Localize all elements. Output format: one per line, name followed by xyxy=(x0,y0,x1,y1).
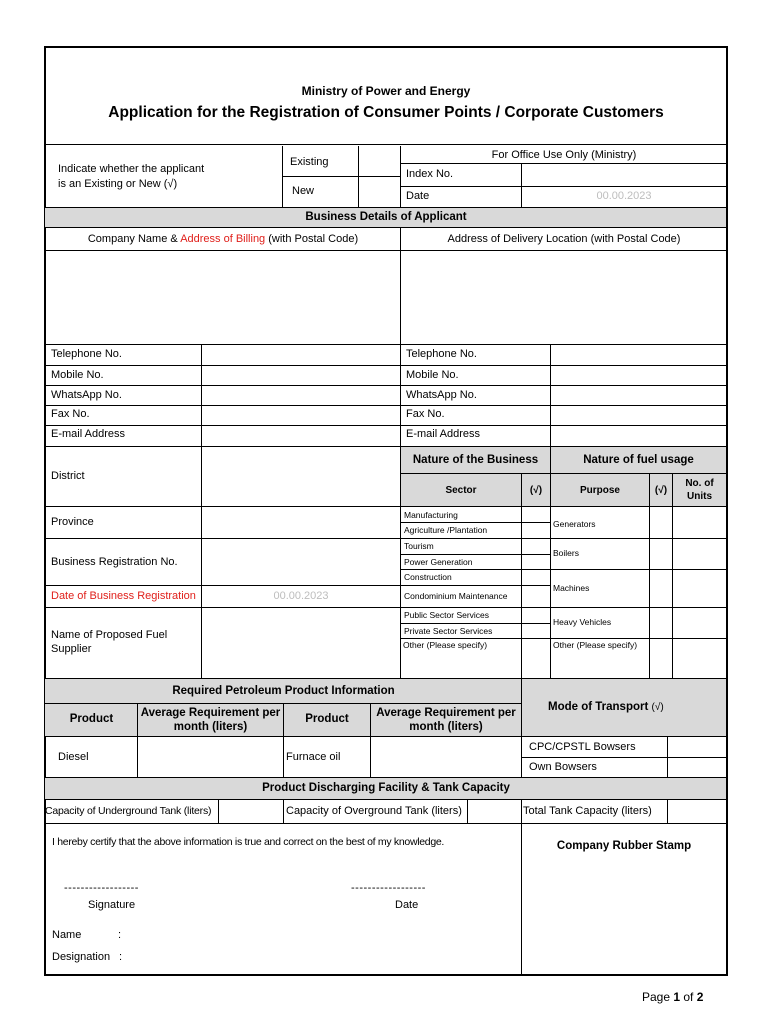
units-header-2: Units xyxy=(687,491,712,502)
diesel-label: Diesel xyxy=(58,751,89,763)
sector-check-header: (√) xyxy=(529,485,543,496)
delivery-whatsapp-field[interactable] xyxy=(551,386,726,405)
sector-tourism: Tourism xyxy=(404,541,434,551)
purpose-check-other[interactable] xyxy=(650,639,672,677)
new-label: New xyxy=(292,185,315,197)
units-other[interactable] xyxy=(673,639,726,677)
sector-check-condominium[interactable] xyxy=(522,586,550,607)
business-details-title: Business Details of Applicant xyxy=(305,211,467,223)
avg-requirement-header-2b: month (liters) xyxy=(409,721,483,733)
avg-requirement-header-1b: month (liters) xyxy=(173,721,248,733)
brn-field[interactable] xyxy=(202,539,400,585)
units-machines[interactable] xyxy=(673,570,726,607)
delivery-email-label: E-mail Address xyxy=(406,428,480,440)
purpose-check-heavy[interactable] xyxy=(650,608,672,638)
transport-title: Mode of Transport (√) xyxy=(548,701,664,713)
units-header: No. of xyxy=(685,478,714,489)
product-header-2: Product xyxy=(305,713,349,725)
sector-check-other[interactable] xyxy=(522,639,550,677)
total-tank-label: Total Tank Capacity (liters) xyxy=(523,805,652,817)
date-label: Date xyxy=(406,190,430,202)
overground-tank-label: Capacity of Overground Tank (liters) xyxy=(286,805,462,817)
existing-checkbox[interactable] xyxy=(359,147,400,176)
nature-fuel-title: Nature of fuel usage xyxy=(583,454,694,466)
fax-label: Fax No. xyxy=(51,408,90,420)
purpose-header: Purpose xyxy=(579,485,620,496)
designation-field[interactable] xyxy=(130,948,510,966)
sector-check-manufacturing[interactable] xyxy=(522,507,550,522)
units-boilers[interactable] xyxy=(673,539,726,569)
purpose-check-boilers[interactable] xyxy=(650,539,672,569)
overground-tank-field[interactable] xyxy=(468,800,521,823)
delivery-whatsapp-label: WhatsApp No. xyxy=(406,389,477,401)
mobile-label: Mobile No. xyxy=(51,369,104,381)
purpose-check-generators[interactable] xyxy=(650,507,672,538)
email-label: E-mail Address xyxy=(51,428,125,440)
page-number: Page 1 of 2 xyxy=(642,990,704,1004)
billing-address-field[interactable] xyxy=(46,251,400,344)
product-header-1: Product xyxy=(69,713,114,725)
signature-line: ------------------ xyxy=(64,882,139,894)
sector-public: Public Sector Services xyxy=(404,610,490,620)
signature-label: Signature xyxy=(88,899,136,911)
sector-check-agriculture[interactable] xyxy=(522,523,550,538)
applicant-type-question: Indicate whether the applicant xyxy=(58,163,205,175)
sector-manufacturing: Manufacturing xyxy=(404,510,458,520)
rubber-stamp-label: Company Rubber Stamp xyxy=(556,840,692,852)
sector-check-private[interactable] xyxy=(522,624,550,638)
purpose-check-machines[interactable] xyxy=(650,570,672,607)
transport-cpc: CPC/CPSTL Bowsers xyxy=(529,741,636,753)
cert-date-label: Date xyxy=(395,899,419,911)
page-title: Application for the Registration of Consumer Points / Corporate Customers xyxy=(108,104,664,121)
fuel-supplier-label: Name of Proposed Fuel xyxy=(51,629,168,641)
sector-check-tourism[interactable] xyxy=(522,539,550,554)
nature-business-title: Nature of the Business xyxy=(412,454,539,466)
sector-construction: Construction xyxy=(404,572,452,582)
registration-date-value[interactable]: 00.00.2023 xyxy=(273,590,329,602)
sector-power-generation: Power Generation xyxy=(404,557,473,567)
name-field[interactable] xyxy=(130,926,510,944)
petroleum-section-title: Required Petroleum Product Information xyxy=(172,685,395,697)
avg-requirement-header-2: Average Requirement per xyxy=(376,707,516,719)
delivery-email-field[interactable] xyxy=(551,426,726,446)
tank-section-title: Product Discharging Facility & Tank Capacity xyxy=(262,782,510,794)
telephone-label: Telephone No. xyxy=(51,348,122,360)
delivery-fax-label: Fax No. xyxy=(406,408,445,420)
existing-label: Existing xyxy=(290,156,329,168)
whatsapp-field[interactable] xyxy=(202,386,400,405)
index-field[interactable] xyxy=(522,164,726,186)
units-heavy[interactable] xyxy=(673,608,726,638)
delivery-telephone-label: Telephone No. xyxy=(406,348,477,360)
delivery-mobile-label: Mobile No. xyxy=(406,369,459,381)
underground-tank-label: Capacity of Underground Tank (liters) xyxy=(45,805,212,817)
district-label: District xyxy=(51,470,85,482)
purpose-machines: Machines xyxy=(553,583,590,593)
delivery-fax-field[interactable] xyxy=(551,406,726,425)
purpose-check-header: (√) xyxy=(654,485,668,496)
sector-header: Sector xyxy=(445,485,477,496)
furnace-oil-label: Furnace oil xyxy=(286,751,341,763)
company-name-header: Company Name & Address of Billing (with Postal Code) xyxy=(87,233,359,245)
sector-condominium: Condominium Maintenance xyxy=(404,591,508,601)
rubber-stamp-area[interactable] xyxy=(522,858,726,973)
total-tank-field[interactable] xyxy=(668,800,726,823)
fuel-supplier-field[interactable] xyxy=(202,608,400,677)
name-colon: : xyxy=(118,929,122,941)
diesel-requirement-field[interactable] xyxy=(138,737,283,777)
office-use-title: For Office Use Only (Ministry) xyxy=(491,149,637,161)
telephone-field[interactable] xyxy=(202,345,400,365)
date-line: ------------------ xyxy=(351,882,426,894)
designation-colon: : xyxy=(119,951,123,963)
ministry-name: Ministry of Power and Energy xyxy=(301,84,471,98)
fax-field[interactable] xyxy=(202,406,400,425)
name-label: Name xyxy=(52,929,82,941)
email-field[interactable] xyxy=(202,426,400,446)
province-field[interactable] xyxy=(202,507,400,538)
transport-own: Own Bowsers xyxy=(529,761,597,773)
purpose-boilers: Boilers xyxy=(553,548,579,558)
sector-check-construction[interactable] xyxy=(522,570,550,585)
brn-label: Business Registration No. xyxy=(51,556,178,568)
sector-other: Other (Please specify) xyxy=(403,640,488,650)
certification-statement: I hereby certify that the above information is true and correct on the best of my knowledge. xyxy=(52,836,445,848)
mobile-field[interactable] xyxy=(202,366,400,385)
applicant-type-question-2: is an Existing or New (√) xyxy=(58,178,178,190)
sector-check-public[interactable] xyxy=(522,608,550,623)
sector-check-power[interactable] xyxy=(522,555,550,569)
registration-date-label: Date of Business Registration xyxy=(51,590,196,602)
district-field[interactable] xyxy=(202,447,400,506)
transport-cpc-checkbox[interactable] xyxy=(668,737,726,757)
province-label: Province xyxy=(51,516,94,528)
transport-own-checkbox[interactable] xyxy=(668,758,726,777)
delivery-address-header: Address of Delivery Location (with Postal Code) xyxy=(447,233,681,245)
avg-requirement-header-1: Average Requirement per xyxy=(140,707,281,719)
new-checkbox[interactable] xyxy=(359,177,400,207)
sector-private: Private Sector Services xyxy=(404,626,493,636)
designation-label: Designation xyxy=(52,951,111,963)
delivery-telephone-field[interactable] xyxy=(551,345,726,365)
units-generators[interactable] xyxy=(673,507,726,538)
delivery-address-field[interactable] xyxy=(401,251,726,344)
sector-agriculture: Agriculture /Plantation xyxy=(404,525,488,535)
furnace-requirement-field[interactable] xyxy=(371,737,521,777)
purpose-other: Other (Please specify) xyxy=(553,640,638,650)
purpose-heavy-vehicles: Heavy Vehicles xyxy=(553,617,612,627)
index-label: Index No. xyxy=(406,168,454,180)
whatsapp-label: WhatsApp No. xyxy=(51,389,122,401)
purpose-generators: Generators xyxy=(553,519,596,529)
office-date-value[interactable]: 00.00.2023 xyxy=(596,190,652,202)
fuel-supplier-label-2: Supplier xyxy=(51,643,92,655)
underground-tank-field[interactable] xyxy=(219,800,283,823)
delivery-mobile-field[interactable] xyxy=(551,366,726,385)
